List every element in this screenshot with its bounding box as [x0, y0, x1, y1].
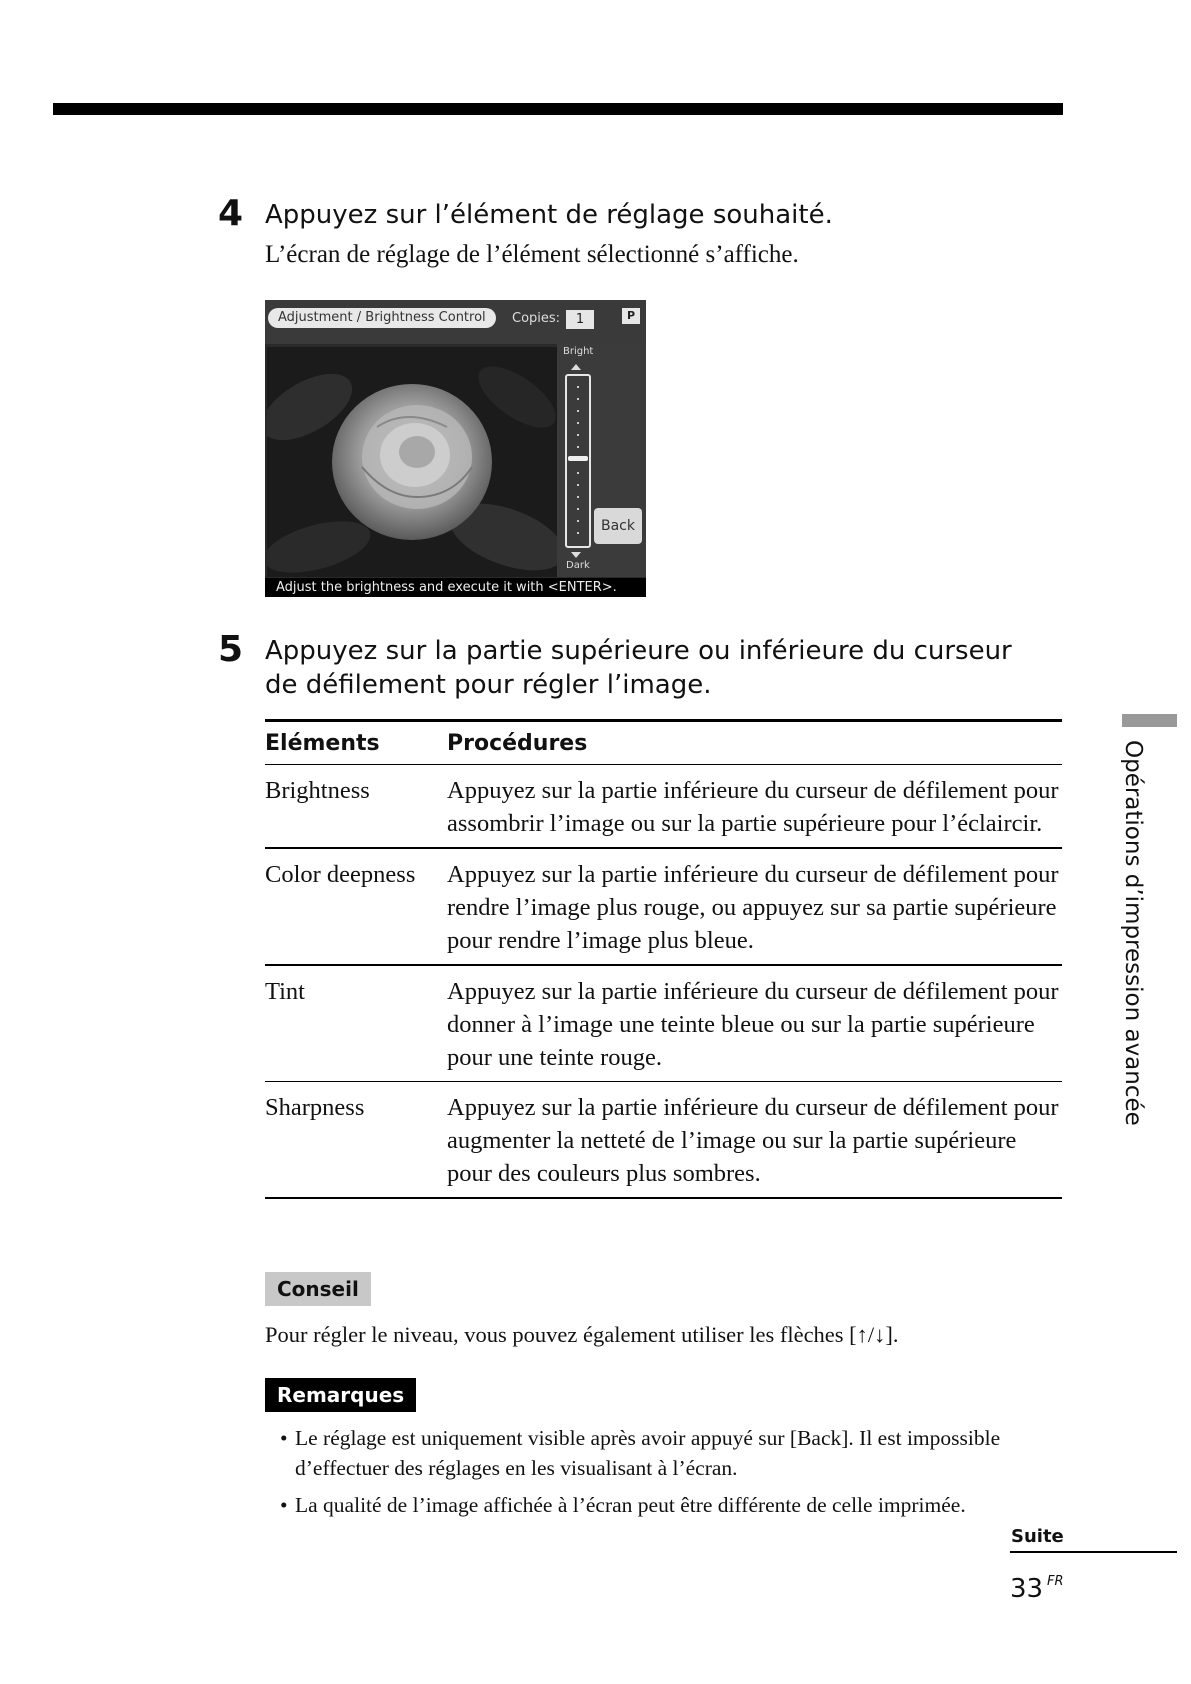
- bright-label: Bright: [563, 346, 594, 357]
- table-row: [265, 1082, 1062, 1199]
- copies-label: Copies:: [512, 311, 561, 326]
- list-item: • La qualité de l’image affichée à l’écran peut être différente de celle imprimée.: [280, 1490, 1060, 1520]
- conseil-label: Conseil: [265, 1272, 371, 1306]
- brightness-slider-panel: [557, 344, 646, 577]
- row-procedure: Appuyez sur la partie inférieure du curseur de défilement pour donner à l’image une teinte bleue ou sur la partie supérieure pour une teinte rouge.: [447, 965, 1062, 1082]
- screen-title: Adjustment / Brightness Control: [268, 308, 496, 328]
- table-header-row: [265, 721, 1062, 765]
- step-4-subtitle: L’écran de réglage de l’élément sélectionné s’affiche.: [265, 241, 799, 268]
- step-4-number: 4: [218, 193, 244, 234]
- column-header-elements: Eléments: [265, 721, 447, 765]
- slider-knob[interactable]: [568, 456, 588, 461]
- table-row: [265, 765, 1062, 849]
- screen-status-bar: Adjust the brightness and execute it with <ENTER>.: [265, 578, 646, 597]
- back-button[interactable]: Back: [594, 508, 642, 544]
- row-element: Sharpness: [265, 1082, 447, 1199]
- list-item: • Le réglage est uniquement visible après avoir appuyé sur [Back]. Il est impossible d’effectuer des réglages en les visualisant à l’écran.: [280, 1423, 1060, 1483]
- row-element: Color deepness: [265, 848, 447, 965]
- row-procedure: Appuyez sur la partie inférieure du curseur de défilement pour rendre l’image plus rouge, ou appuyez sur sa partie supérieure pour rendre l’image plus bleue.: [447, 848, 1062, 965]
- screen-header: [265, 300, 646, 344]
- side-tab-marker: [1122, 714, 1177, 727]
- top-rule: [53, 103, 1063, 115]
- table-row: [265, 965, 1062, 1082]
- row-procedure: Appuyez sur la partie inférieure du curseur de défilement pour augmenter la netteté de l’image ou sur la partie supérieure pour des couleurs plus sombres.: [447, 1082, 1062, 1199]
- slider-down-icon[interactable]: [571, 552, 581, 558]
- side-tab-label: Opérations d’impression avancée: [1120, 740, 1146, 1126]
- brightness-slider[interactable]: [565, 374, 591, 548]
- print-badge: P: [622, 308, 640, 324]
- continued-label: Suite: [1011, 1526, 1064, 1547]
- remarks-list: [280, 1423, 1060, 1527]
- row-procedure: Appuyez sur la partie inférieure du curseur de défilement pour assombrir l’image ou sur la partie supérieure pour l’éclaircir.: [447, 765, 1062, 849]
- remarques-label: Remarques: [265, 1378, 416, 1412]
- page-number: 33: [1010, 1574, 1044, 1604]
- slider-up-icon[interactable]: [571, 364, 581, 370]
- page-language: FR: [1047, 1574, 1064, 1589]
- step-5-number: 5: [218, 629, 244, 670]
- row-element: Tint: [265, 965, 447, 1082]
- table-row: [265, 848, 1062, 965]
- step-4-title: Appuyez sur l’élément de réglage souhaité.: [265, 200, 833, 230]
- dark-label: Dark: [566, 560, 590, 571]
- continued-rule: [1010, 1551, 1177, 1553]
- adjustment-table: [265, 719, 1062, 1199]
- flower-photo: [267, 347, 557, 577]
- copies-value[interactable]: 1: [566, 310, 594, 329]
- conseil-text: Pour régler le niveau, vous pouvez également utiliser les flèches [↑/↓].: [265, 1322, 899, 1347]
- row-element: Brightness: [265, 765, 447, 849]
- device-screenshot: [265, 300, 646, 597]
- column-header-procedures: Procédures: [447, 721, 1062, 765]
- step-5-title: Appuyez sur la partie supérieure ou inférieure du curseur de défilement pour régler l’image.: [265, 636, 1012, 700]
